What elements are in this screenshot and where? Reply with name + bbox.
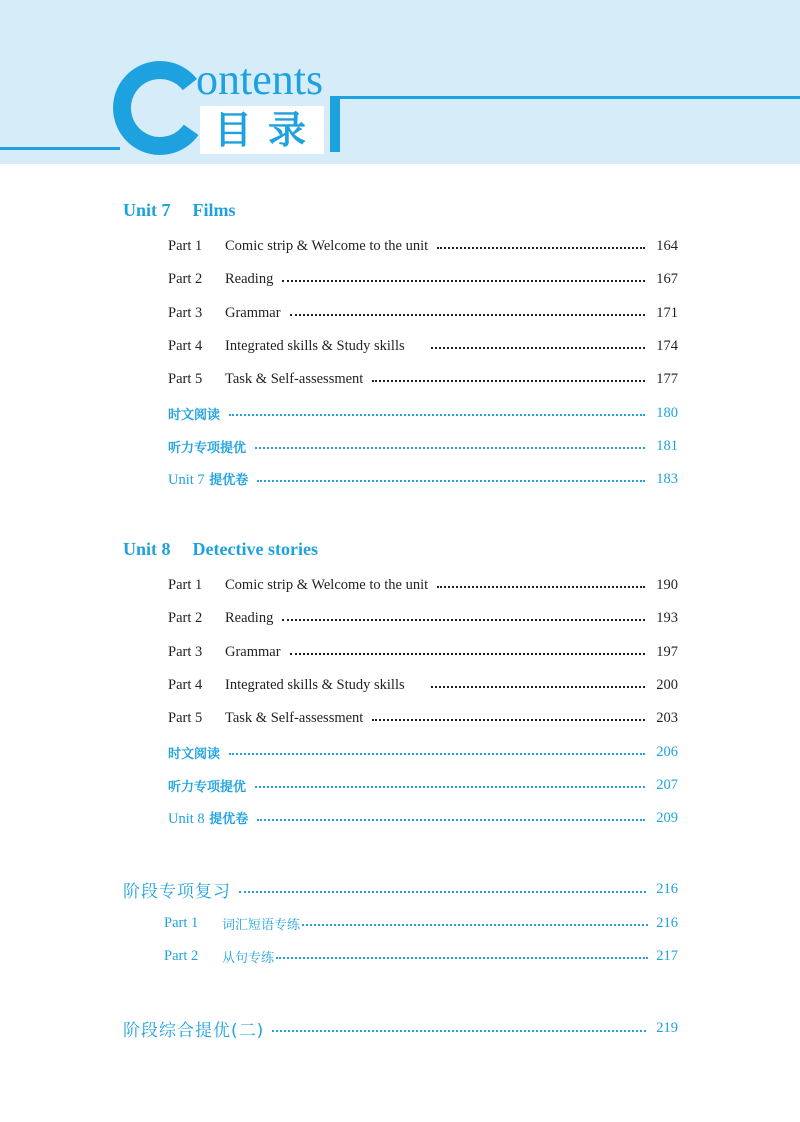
leader-dots (290, 314, 645, 316)
leader-dots (372, 380, 645, 382)
entry-name: Task & Self-assessment (225, 370, 364, 387)
leader-dots (290, 653, 645, 655)
entry-page: 180 (656, 404, 678, 421)
toc-entry[interactable] (168, 575, 678, 595)
entry-name-cn: 提优卷 (209, 473, 249, 488)
entry-page: 183 (656, 470, 678, 487)
unit-number: Unit 7 (123, 200, 171, 220)
entry-part: Part 1 (164, 914, 199, 931)
cn-title: 目录 (214, 108, 323, 152)
entry-name: 从句专练 (222, 950, 275, 966)
entry-part: Part 5 (168, 370, 203, 387)
entry-part: Part 1 (168, 576, 203, 593)
entry-page: 174 (656, 337, 678, 354)
toc-entry[interactable] (164, 946, 678, 966)
leader-dots (437, 586, 645, 588)
leader-dots (257, 819, 645, 821)
leader-dots (239, 891, 646, 893)
unit-number: Unit 8 (123, 539, 171, 559)
toc-entry-extra[interactable] (168, 742, 678, 762)
toc-entry[interactable] (168, 336, 678, 356)
entry-part: Part 4 (168, 337, 203, 354)
entry-page: 164 (656, 237, 678, 254)
leader-dots (229, 753, 645, 755)
toc-entry[interactable] (168, 708, 678, 728)
entry-name: 听力专项提优 (168, 440, 247, 456)
header-band (0, 0, 800, 164)
unit-title (123, 539, 318, 560)
leader-dots (282, 280, 645, 282)
entry-name: Integrated skills & Study skills (225, 676, 405, 693)
leader-dots (255, 786, 645, 788)
leader-dots (437, 247, 645, 249)
toc-entry[interactable] (168, 303, 678, 323)
leader-dots (282, 619, 645, 621)
toc-entry-extra[interactable] (168, 403, 678, 423)
header-rule-right (330, 96, 800, 99)
entry-name: Grammar (225, 643, 281, 660)
entry-part: Part 4 (168, 676, 203, 693)
entry-page: 216 (656, 914, 678, 931)
unit-name: Films (192, 200, 236, 220)
contents-title: ontents (196, 55, 324, 104)
entry-part: Part 2 (168, 270, 203, 287)
entry-part: Part 5 (168, 709, 203, 726)
section-page: 216 (656, 880, 678, 897)
entry-page: 181 (656, 437, 678, 454)
entry-name-en: Unit 8 (168, 811, 205, 827)
entry-page: 171 (656, 304, 678, 321)
toc-entry[interactable] (168, 369, 678, 389)
entry-page: 206 (656, 743, 678, 760)
leader-dots (272, 1030, 646, 1032)
toc-entry-extra[interactable] (168, 775, 678, 795)
entry-part: Part 3 (168, 643, 203, 660)
entry-page: 207 (656, 776, 678, 793)
entry-name: 听力专项提优 (168, 779, 247, 795)
entry-page: 190 (656, 576, 678, 593)
entry-name-en: Unit 7 (168, 472, 205, 488)
toc-entry[interactable] (168, 675, 678, 695)
entry-part: Part 1 (168, 237, 203, 254)
section-title: 阶段专项复习 (123, 881, 231, 902)
toc-entry-extra[interactable] (168, 469, 678, 489)
toc-entry[interactable] (168, 269, 678, 289)
entry-part: Part 2 (164, 947, 199, 964)
toc-entry[interactable] (168, 608, 678, 628)
toc-entry-extra[interactable] (168, 808, 678, 828)
entry-name: Reading (225, 270, 274, 287)
toc-entry[interactable] (164, 913, 678, 933)
entry-name: 词汇短语专练 (222, 917, 301, 933)
unit-title (123, 200, 236, 221)
entry-name: Integrated skills & Study skills (225, 337, 405, 354)
leader-dots (302, 924, 648, 926)
entry-name (168, 808, 248, 828)
section-page: 219 (656, 1019, 678, 1036)
contents-c-logo (112, 60, 208, 156)
entry-name: Comic strip & Welcome to the unit (225, 576, 429, 593)
leader-dots (255, 447, 645, 449)
toc-entry[interactable] (168, 642, 678, 662)
entry-name: Reading (225, 609, 274, 626)
entry-page: 217 (656, 947, 678, 964)
entry-part: Part 2 (168, 609, 203, 626)
entry-part: Part 3 (168, 304, 203, 321)
header-bar (330, 96, 340, 152)
entry-page: 197 (656, 643, 678, 660)
section-comprehensive[interactable] (123, 1016, 678, 1040)
leader-dots (257, 480, 645, 482)
leader-dots (372, 719, 645, 721)
unit-name: Detective stories (192, 539, 318, 559)
entry-page: 203 (656, 709, 678, 726)
entry-name: Grammar (225, 304, 281, 321)
entry-name: Comic strip & Welcome to the unit (225, 237, 429, 254)
toc-entry-extra[interactable] (168, 436, 678, 456)
entry-page: 177 (656, 370, 678, 387)
entry-page: 167 (656, 270, 678, 287)
leader-dots (431, 347, 645, 349)
entry-page: 209 (656, 809, 678, 826)
entry-name: 时文阅读 (168, 407, 221, 423)
entry-page: 200 (656, 676, 678, 693)
leader-dots (276, 957, 648, 959)
entry-page: 193 (656, 609, 678, 626)
section-review[interactable] (123, 877, 678, 901)
leader-dots (431, 686, 645, 688)
entry-name: Task & Self-assessment (225, 709, 364, 726)
header-rule-left (0, 147, 120, 150)
section-title: 阶段综合提优(二) (123, 1020, 265, 1041)
entry-name: 时文阅读 (168, 746, 221, 762)
leader-dots (229, 414, 645, 416)
entry-name-cn: 提优卷 (209, 812, 249, 827)
toc-entry[interactable] (168, 236, 678, 256)
entry-name (168, 469, 248, 489)
